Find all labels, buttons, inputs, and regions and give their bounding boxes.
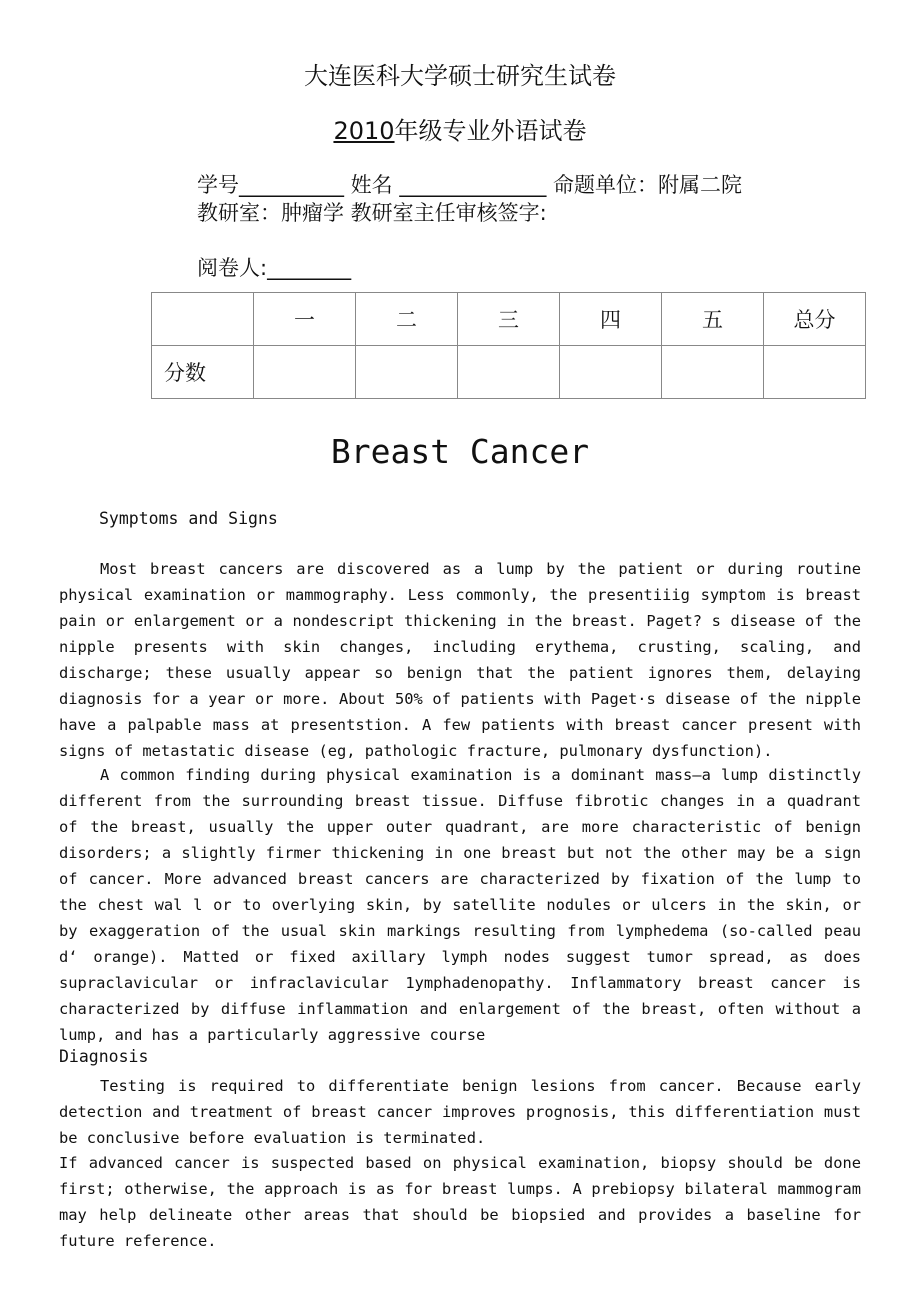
exam-year: 2010 [333, 117, 395, 145]
score-row-label: 分数 [152, 346, 254, 399]
score-cell[interactable] [560, 346, 662, 399]
exam-title-text: 年级专业外语试卷 [394, 117, 587, 145]
score-table [151, 292, 866, 399]
student-info-line: 学号__________ 姓名 ______________ 命题单位：附属二院 [197, 173, 743, 197]
score-cell[interactable] [764, 346, 866, 399]
section-heading-symptoms: Symptoms and Signs [99, 509, 278, 528]
grader-info-line: 阅卷人:________ [197, 256, 352, 280]
score-header-cell: 一 [254, 293, 356, 346]
score-header-cell: 五 [662, 293, 764, 346]
department-info-line: 教研室：肿瘤学 教研室主任审核签字: [197, 201, 547, 225]
section-heading-diagnosis: Diagnosis [59, 1047, 149, 1066]
score-header-cell: 总分 [764, 293, 866, 346]
score-header-cell: 二 [356, 293, 458, 346]
score-header-cell: 四 [560, 293, 662, 346]
score-value-row [152, 346, 866, 399]
paragraph-symptoms-1: Most breast cancers are discovered as a lump by the patient or during routine physical examination or mammography. Less commonly, the presentiiig symptom is breast pain or enlargement or a nondescript thickening in the breast. Paget? s disease of the nipple presents with skin changes, including erythema, crusting, scaling, and discharge; these usually appear so benign that the patient ignores them, delaying diagnosis for a year or more. About 50% of patients with Paget·s disease of the nipple have a palpable mass at presentstion. A few patients with breast cancer present with signs of metastatic disease (eg, pathologic fracture, pulmonary dysfunction). [59, 560, 861, 760]
score-header-row [152, 293, 866, 346]
paragraph-diagnosis-1: Testing is required to differentiate benign lesions from cancer. Because early detection and treatment of breast cancer improves prognosis, this differentiation must be conclusive before evaluation is terminated. [59, 1077, 861, 1147]
score-header-cell: 三 [458, 293, 560, 346]
paragraph-symptoms-2: A common finding during physical examination is a dominant mass—a lump distinctly different from the surrounding breast tissue. Diffuse fibrotic changes in a quadrant of the breast, usually the upper outer quadrant, are more characteristic of benign disorders; a slightly firmer thickening in one breast but not the other may be a sign of cancer. More advanced breast cancers are characterized by fixation of the lump to the chest wal l or to overlying skin, by satellite nodules or ulcers in the skin, or by exaggeration of the usual skin markings resulting from lymphedema (so-called peau d‘ orange). Matted or fixed axillary lymph nodes suggest tumor spread, as does supraclavicular or infraclavicular 1ymphadenopathy. Inflammatory breast cancer is characterized by diffuse inflammation and enlargement of the breast, often without a lump, and has a particularly aggressive course [59, 766, 861, 1044]
paragraph-diagnosis-2: If advanced cancer is suspected based on physical examination, biopsy should be done first; otherwise, the approach is as for breast lumps. A prebiopsy bilateral mammogram may help delineate other areas that should be biopsied and provides a baseline for future reference. [59, 1154, 861, 1250]
score-cell[interactable] [662, 346, 764, 399]
score-header-cell [152, 293, 254, 346]
score-cell[interactable] [254, 346, 356, 399]
exam-title [0, 111, 920, 146]
score-cell[interactable] [356, 346, 458, 399]
score-cell[interactable] [458, 346, 560, 399]
document-title: Breast Cancer [330, 432, 590, 471]
school-title: 大连医科大学硕士研究生试卷 [304, 62, 616, 90]
